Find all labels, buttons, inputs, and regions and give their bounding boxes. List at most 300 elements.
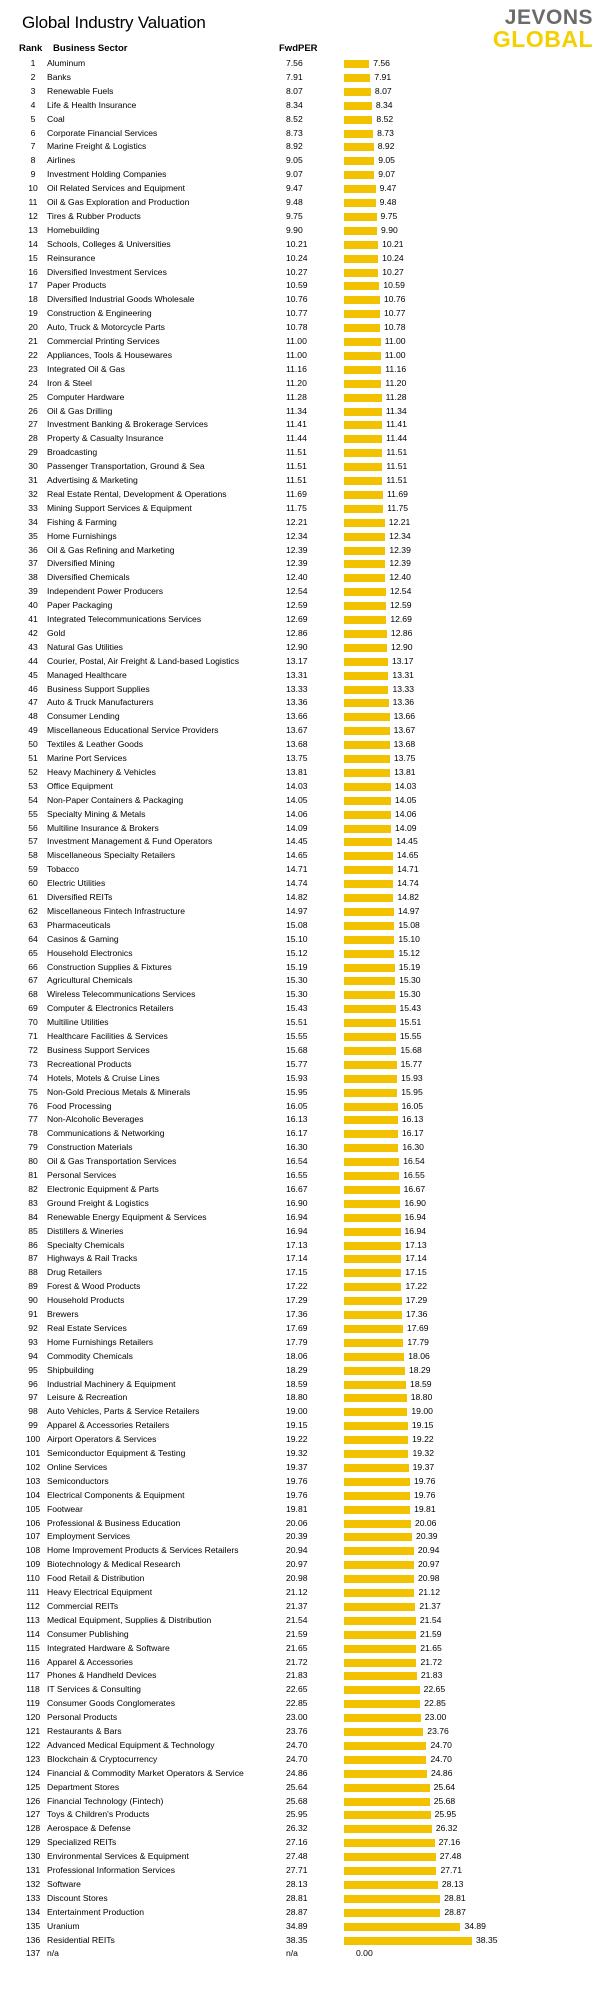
rank-cell: 118 — [26, 1684, 40, 1695]
bar-label: 0.00 — [356, 1948, 373, 1959]
sector-cell: Tobacco — [47, 864, 80, 875]
table-row — [0, 571, 611, 585]
rank-cell: 130 — [25, 1851, 41, 1862]
table-row — [0, 1920, 611, 1934]
fwdper-cell: 16.94 — [286, 1211, 308, 1222]
sector-cell: Forest & Wood Products — [47, 1281, 141, 1292]
bar-label: 27.48 — [439, 1851, 462, 1862]
rank-cell: 131 — [25, 1865, 41, 1875]
bar-label: 13.75 — [393, 753, 416, 763]
rank-cell: 16 — [28, 266, 38, 277]
bar-label: 11.20 — [385, 377, 407, 388]
table-row — [0, 405, 611, 419]
fwdper-cell: 13.17 — [286, 655, 308, 666]
rank-cell: 70 — [28, 1017, 38, 1028]
rank-cell: 127 — [25, 1809, 41, 1820]
sector-cell: Professional Information Services — [47, 1865, 176, 1875]
bar — [344, 1645, 416, 1653]
sector-cell: Diversified REITs — [47, 892, 113, 902]
sector-cell: Industrial Machinery & Equipment — [47, 1378, 176, 1389]
bar-label: 17.36 — [405, 1309, 428, 1319]
table-row — [0, 1697, 611, 1711]
bar — [344, 296, 380, 304]
table-row — [0, 544, 611, 558]
fwdper-cell: 20.94 — [286, 1545, 308, 1556]
bar — [344, 1242, 401, 1250]
fwdper-cell: 10.77 — [286, 308, 308, 319]
fwdper-cell: 12.59 — [286, 600, 308, 611]
bar — [344, 1158, 399, 1166]
fwdper-cell: 38.35 — [286, 1934, 308, 1945]
bar — [344, 1770, 427, 1778]
table-row — [0, 377, 611, 391]
rank-cell: 55 — [28, 808, 38, 819]
sector-cell: Marine Freight & Logistics — [47, 141, 147, 152]
sector-cell: Drug Retailers — [47, 1267, 102, 1278]
bar — [344, 533, 385, 541]
table-row — [0, 1016, 611, 1030]
fwdper-cell: 21.65 — [286, 1642, 308, 1653]
fwdper-cell: 27.71 — [286, 1865, 308, 1875]
rank-cell: 2 — [30, 71, 36, 82]
bar-label: 11.16 — [385, 363, 407, 374]
rank-cell: 29 — [28, 447, 38, 458]
fwdper-cell: 7.56 — [286, 58, 303, 68]
sector-cell: Independent Power Producers — [47, 586, 164, 597]
fwdper-cell: 10.78 — [286, 322, 308, 333]
fwdper-cell: 11.34 — [286, 405, 307, 416]
sector-cell: Corporate Financial Services — [47, 127, 158, 138]
bar — [344, 686, 388, 694]
bar-label: 10.77 — [383, 308, 406, 319]
bar — [344, 394, 382, 402]
rank-cell: 77 — [28, 1114, 38, 1125]
bar-label: 27.71 — [440, 1865, 462, 1875]
table-row — [0, 891, 611, 905]
fwdper-cell: 15.08 — [286, 919, 308, 930]
table-row — [0, 599, 611, 613]
bar — [344, 936, 394, 944]
sector-cell: Business Support Supplies — [47, 683, 150, 694]
bar — [344, 797, 391, 805]
sector-cell: Iron & Steel — [47, 377, 92, 388]
sector-cell: Coal — [47, 113, 65, 124]
fwdper-cell: 21.72 — [286, 1656, 308, 1667]
fwdper-cell: 26.32 — [286, 1823, 308, 1834]
bar-label: 12.39 — [389, 544, 411, 555]
bar — [344, 1756, 426, 1764]
rank-cell: 71 — [28, 1031, 38, 1041]
rank-cell: 11 — [28, 197, 38, 207]
bar — [344, 1742, 426, 1750]
table-row — [0, 905, 611, 919]
bar — [344, 1631, 416, 1639]
table-row — [0, 1864, 611, 1878]
rank-cell: 64 — [28, 933, 38, 944]
bar — [344, 1214, 401, 1222]
table-row — [0, 835, 611, 849]
rank-cell: 35 — [28, 530, 38, 541]
table-row — [0, 877, 611, 891]
bar-label: 7.91 — [374, 71, 392, 82]
bar — [344, 1659, 416, 1667]
rank-cell: 115 — [26, 1642, 40, 1653]
bar-label: 12.69 — [390, 614, 412, 624]
table-row — [0, 293, 611, 307]
sector-cell: Construction Materials — [47, 1142, 133, 1153]
rank-cell: 47 — [28, 697, 38, 708]
bar-label: 8.73 — [377, 127, 394, 138]
bar — [344, 894, 393, 902]
sector-cell: Construction & Engineering — [47, 308, 152, 319]
fwdper-cell: 22.85 — [286, 1698, 308, 1709]
table-row — [0, 1280, 611, 1294]
bar-label: 15.12 — [398, 947, 420, 958]
rank-cell: 22 — [28, 349, 38, 360]
bar — [344, 1575, 414, 1583]
rank-cell: 51 — [28, 753, 38, 763]
fwdper-cell: 9.75 — [286, 210, 303, 221]
bar-label: 12.86 — [390, 627, 413, 638]
bar-label: 14.09 — [395, 822, 417, 833]
table-row — [0, 1767, 611, 1781]
bar — [344, 227, 377, 235]
bar — [344, 1019, 396, 1027]
fwdper-cell: 12.39 — [286, 544, 308, 555]
rank-cell: 103 — [25, 1475, 41, 1486]
fwdper-cell: 17.79 — [286, 1336, 308, 1347]
table-row — [0, 641, 611, 655]
sector-cell: Non-Alcoholic Beverages — [47, 1114, 144, 1125]
sector-cell: Multiline Insurance & Brokers — [47, 822, 159, 833]
table-row — [0, 780, 611, 794]
bar — [344, 811, 391, 819]
bar — [344, 1589, 414, 1597]
sector-cell: Miscellaneous Fintech Infrastructure — [47, 905, 186, 916]
fwdper-cell: 17.29 — [286, 1295, 308, 1306]
bar — [344, 1422, 408, 1430]
rank-cell: 111 — [26, 1587, 40, 1597]
fwdper-cell: 16.13 — [286, 1114, 308, 1125]
table-row — [0, 57, 611, 71]
bar-label: 18.80 — [410, 1392, 433, 1403]
table-row — [0, 613, 611, 627]
fwdper-cell: 15.95 — [286, 1086, 308, 1097]
table-row — [0, 1947, 611, 1961]
sector-cell: Department Stores — [47, 1781, 120, 1792]
fwdper-cell: 22.65 — [286, 1684, 308, 1695]
rank-cell: 104 — [25, 1489, 41, 1500]
rank-cell: 87 — [28, 1253, 38, 1264]
rank-cell: 99 — [28, 1420, 38, 1431]
bar-label: 14.82 — [397, 892, 419, 902]
bar-label: 21.72 — [420, 1656, 442, 1667]
fwdper-cell: 7.91 — [286, 71, 303, 82]
rank-cell: 18 — [28, 294, 38, 305]
rank-cell: 46 — [28, 683, 38, 694]
table-row — [0, 1642, 611, 1656]
sector-cell: Online Services — [47, 1461, 108, 1472]
sector-cell: Phones & Handheld Devices — [47, 1670, 157, 1681]
bar-label: 15.30 — [399, 989, 421, 1000]
fwdper-cell: 13.67 — [286, 725, 308, 736]
sector-cell: Computer & Electronics Retailers — [47, 1003, 174, 1014]
bar-label: 19.81 — [414, 1503, 436, 1514]
rank-cell: 28 — [28, 433, 38, 444]
bar — [344, 1311, 402, 1319]
fwdper-cell: 15.30 — [286, 989, 308, 1000]
sector-cell: Office Equipment — [47, 780, 113, 791]
bar — [344, 755, 390, 763]
bar-label: 12.90 — [391, 641, 413, 652]
bar — [344, 463, 382, 471]
fwdper-cell: 19.15 — [286, 1420, 308, 1431]
table-row — [0, 933, 611, 947]
rank-cell: 84 — [28, 1211, 38, 1222]
table-row — [0, 1350, 611, 1364]
fwdper-cell: 12.69 — [286, 614, 308, 624]
table-row — [0, 418, 611, 432]
bar — [344, 255, 378, 263]
sector-cell: Aerospace & Defense — [47, 1823, 131, 1834]
rank-cell: 120 — [25, 1712, 41, 1723]
rank-cell: 14 — [28, 238, 38, 249]
rank-cell: 53 — [28, 780, 38, 791]
bar-label: 16.55 — [403, 1170, 425, 1180]
sector-cell: Business Support Services — [47, 1044, 150, 1055]
bar-label: 17.13 — [405, 1239, 427, 1250]
table-row — [0, 1628, 611, 1642]
table-row — [0, 154, 611, 168]
fwdper-cell: 19.81 — [286, 1503, 308, 1514]
bar — [344, 1075, 397, 1083]
rank-cell: 62 — [28, 905, 38, 916]
fwdper-cell: 14.09 — [286, 822, 308, 833]
logo-line1: JEVONS — [504, 6, 593, 29]
sector-cell: Diversified Mining — [47, 558, 115, 569]
rank-cell: 3 — [30, 85, 36, 96]
bar-label: 14.65 — [396, 850, 419, 861]
rank-cell: 17 — [28, 280, 38, 291]
fwdper-cell: 15.55 — [286, 1031, 308, 1041]
bar — [344, 157, 374, 165]
bar — [344, 713, 390, 721]
bar-label: 15.51 — [399, 1017, 422, 1028]
bar — [344, 1881, 438, 1889]
table-row — [0, 696, 611, 710]
table-row — [0, 335, 611, 349]
rank-cell: 86 — [28, 1239, 38, 1250]
bar — [344, 199, 376, 207]
rank-cell: 116 — [26, 1656, 40, 1667]
bar-label: 24.70 — [430, 1753, 452, 1764]
table-row — [0, 947, 611, 961]
bar-label: 16.05 — [401, 1100, 424, 1111]
fwdper-cell: 12.54 — [286, 586, 308, 597]
bar — [344, 602, 386, 610]
fwdper-cell: 18.59 — [286, 1378, 308, 1389]
rank-cell: 78 — [28, 1128, 38, 1139]
sector-cell: Wireless Telecommunications Services — [47, 989, 196, 1000]
rank-cell: 88 — [28, 1267, 38, 1278]
sector-cell: Integrated Hardware & Software — [47, 1642, 170, 1653]
rank-cell: 129 — [25, 1837, 41, 1848]
bar — [344, 1186, 400, 1194]
rank-cell: 90 — [28, 1295, 38, 1306]
bar-label: 16.54 — [403, 1156, 425, 1167]
rank-cell: 135 — [25, 1920, 41, 1931]
bar — [344, 1047, 396, 1055]
bar — [344, 838, 392, 846]
bar-label: 12.40 — [389, 572, 411, 583]
rank-cell: 109 — [25, 1559, 41, 1570]
bar — [344, 727, 390, 735]
sector-cell: Non-Paper Containers & Packaging — [47, 794, 184, 805]
sector-cell: Life & Health Insurance — [47, 99, 137, 110]
bar-label: 13.81 — [394, 766, 416, 777]
fwdper-cell: 34.89 — [286, 1920, 308, 1931]
rank-cell: 72 — [28, 1044, 38, 1055]
rank-cell: 74 — [28, 1072, 38, 1083]
table-row — [0, 557, 611, 571]
bar — [344, 380, 381, 388]
table-row — [0, 1781, 611, 1795]
rank-cell: 58 — [28, 850, 38, 861]
fwdper-cell: 14.97 — [286, 905, 308, 916]
sector-cell: Diversified Industrial Goods Wholesale — [47, 294, 195, 305]
sector-cell: Integrated Telecommunications Services — [47, 614, 202, 624]
bar — [344, 1825, 432, 1833]
bar-label: 10.78 — [383, 322, 406, 333]
table-row — [0, 1391, 611, 1405]
bar-label: 13.31 — [392, 669, 414, 680]
bar — [344, 1436, 408, 1444]
fwdper-cell: 15.93 — [286, 1072, 308, 1083]
sector-cell: Ground Freight & Logistics — [47, 1197, 149, 1208]
bar — [344, 366, 381, 374]
table-row — [0, 1586, 611, 1600]
rank-cell: 121 — [25, 1726, 41, 1736]
table-row — [0, 1336, 611, 1350]
bar-label: 22.85 — [424, 1698, 446, 1709]
sector-cell: Highways & Rail Tracks — [47, 1253, 138, 1264]
rank-cell: 33 — [28, 502, 38, 513]
sector-cell: Casinos & Gaming — [47, 933, 119, 944]
fwdper-cell: 13.66 — [286, 711, 308, 722]
bar — [344, 769, 390, 777]
rank-cell: 94 — [28, 1350, 38, 1361]
sector-cell: Uranium — [47, 1920, 80, 1931]
rank-cell: 42 — [28, 627, 38, 638]
fwdper-cell: 18.29 — [286, 1364, 308, 1375]
table-row — [0, 516, 611, 530]
table-row — [0, 1822, 611, 1836]
rank-cell: 134 — [25, 1906, 41, 1917]
sector-cell: Consumer Goods Conglomerates — [47, 1698, 176, 1709]
table-row — [0, 710, 611, 724]
rank-cell: 5 — [30, 113, 36, 124]
bar-label: 16.30 — [402, 1142, 424, 1153]
fwdper-cell: 18.80 — [286, 1392, 308, 1403]
bar — [344, 505, 383, 513]
bar — [344, 1798, 430, 1806]
bar-label: 17.15 — [405, 1267, 427, 1278]
sector-cell: Recreational Products — [47, 1058, 132, 1069]
fwdper-cell: 12.40 — [286, 572, 308, 583]
fwdper-cell: 15.30 — [286, 975, 308, 986]
bar — [344, 1061, 397, 1069]
sector-cell: Specialty Chemicals — [47, 1239, 125, 1250]
bar-label: 15.77 — [400, 1058, 423, 1069]
rank-cell: 113 — [26, 1614, 40, 1625]
bar-label: 9.48 — [379, 197, 397, 207]
bar — [344, 449, 382, 457]
table-row — [0, 99, 611, 113]
bar-label: 11.00 — [384, 336, 406, 346]
bar — [344, 1811, 431, 1819]
table-row — [0, 1544, 611, 1558]
rank-cell: 15 — [28, 252, 38, 263]
table-row — [0, 1141, 611, 1155]
sector-cell: Discount Stores — [47, 1892, 108, 1903]
sector-cell: Distillers & Wineries — [47, 1225, 124, 1236]
table-row — [0, 1503, 611, 1517]
bar — [344, 88, 371, 96]
fwdper-cell: 17.69 — [286, 1322, 308, 1333]
bar-label: 11.69 — [387, 488, 408, 499]
table-row — [0, 1044, 611, 1058]
rank-cell: 132 — [25, 1878, 41, 1889]
table-row — [0, 1211, 611, 1225]
bar-label: 20.06 — [414, 1517, 437, 1528]
rank-cell: 97 — [28, 1392, 38, 1403]
table-row — [0, 530, 611, 544]
fwdper-cell: 16.30 — [286, 1142, 308, 1153]
rank-cell: 108 — [25, 1545, 41, 1556]
bar-label: 21.83 — [420, 1670, 443, 1681]
fwdper-cell: 24.70 — [286, 1739, 308, 1750]
table-row — [0, 1030, 611, 1044]
bar — [344, 1269, 401, 1277]
fwdper-cell: 27.16 — [286, 1837, 308, 1848]
sector-cell: Oil & Gas Refining and Marketing — [47, 544, 175, 555]
fwdper-cell: 10.21 — [286, 238, 308, 249]
rank-cell: 63 — [28, 919, 38, 930]
rank-cell: 20 — [28, 322, 38, 333]
rank-cell: 24 — [28, 377, 38, 388]
table-row — [0, 1072, 611, 1086]
bar — [344, 908, 394, 916]
bar-label: 8.07 — [374, 85, 392, 96]
sector-cell: Integrated Oil & Gas — [47, 363, 125, 374]
rank-cell: 68 — [28, 989, 38, 1000]
sector-cell: Household Electronics — [47, 947, 133, 958]
rank-cell: 49 — [28, 725, 38, 736]
rank-cell: 96 — [28, 1378, 38, 1389]
bar — [344, 116, 372, 124]
bar — [344, 1367, 405, 1375]
table-row — [0, 1934, 611, 1948]
bar — [344, 310, 380, 318]
rank-cell: 126 — [25, 1795, 41, 1806]
bar — [344, 1255, 401, 1263]
bar-label: 10.76 — [383, 294, 406, 305]
table-row — [0, 1002, 611, 1016]
table-row — [0, 627, 611, 641]
sector-cell: Shipbuilding — [47, 1364, 94, 1375]
sector-cell: Brewers — [47, 1309, 79, 1319]
bar — [344, 1937, 472, 1945]
